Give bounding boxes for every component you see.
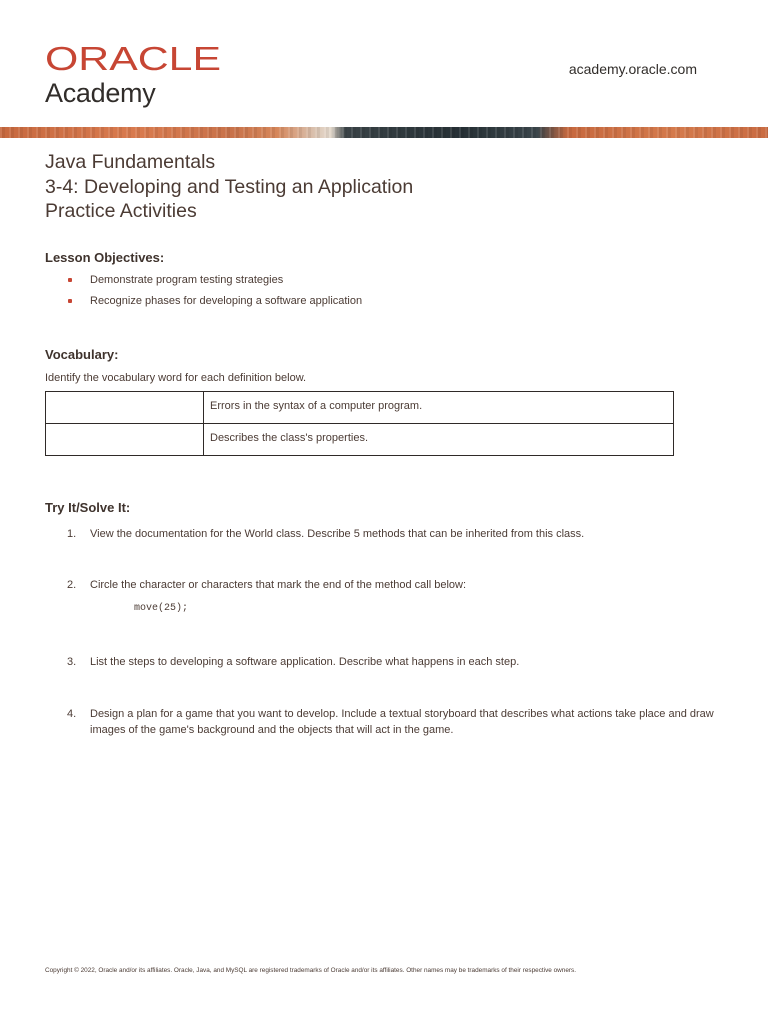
task-text: View the documentation for the World class. Describe 5 methods that can be inherited from this class. (90, 528, 585, 540)
vocab-definition-cell: Errors in the syntax of a computer program. (204, 392, 674, 424)
task-text: Circle the character or characters that mark the end of the method call below: (90, 579, 467, 591)
objectives-heading: Lesson Objectives: (45, 250, 165, 265)
objectives-list (45, 274, 362, 315)
objective-text: Demonstrate program testing strategies (90, 274, 284, 286)
vocabulary-instruction: Identify the vocabulary word for each definition below. (45, 372, 307, 384)
vocab-definition-cell: Describes the class's properties. (204, 424, 674, 456)
svg-text:ORACLE: ORACLE (45, 44, 221, 72)
vocabulary-heading: Vocabulary: (45, 347, 119, 362)
task-number: 3. (67, 656, 77, 668)
task-text: List the steps to developing a software application. Describe what happens in each step. (90, 656, 520, 668)
title-type: Practice Activities (45, 200, 197, 222)
vocabulary-table (45, 391, 674, 456)
code-snippet: move(25); (134, 603, 189, 614)
list-item (45, 274, 362, 295)
banner-texture (0, 127, 768, 138)
task-number: 2. (67, 579, 77, 591)
table-row (46, 424, 674, 456)
vocab-term-cell[interactable] (46, 392, 204, 424)
logo-subtitle: Academy (45, 78, 156, 108)
copyright-footer: Copyright © 2022, Oracle and/or its affiliates. Oracle, Java, and MySQL are registered trademarks of Oracle and/or its affiliates. Other names may be trademarks of their respective owners. (45, 967, 576, 974)
oracle-logo (45, 44, 223, 72)
title-course: Java Fundamentals (45, 151, 216, 173)
oracle-wordmark-graphic (45, 44, 223, 72)
bullet-icon (68, 278, 72, 282)
bullet-icon (68, 299, 72, 303)
objective-text: Recognize phases for developing a software application (90, 294, 363, 307)
task-number: 1. (67, 528, 77, 540)
task-number: 4. (67, 708, 77, 720)
list-item (45, 295, 362, 316)
table-row (46, 392, 674, 424)
try-it-heading: Try It/Solve It: (45, 500, 131, 515)
title-lesson: 3-4: Developing and Testing an Application (45, 175, 414, 198)
vocab-term-cell[interactable] (46, 424, 204, 456)
task-text: Design a plan for a game that you want to develop. Include a textual storyboard that describes what actions take place and draw images of the game's background and the objects that will act in the game. (90, 708, 714, 736)
site-url-link[interactable]: academy.oracle.com (568, 61, 697, 77)
document-title (45, 150, 413, 224)
